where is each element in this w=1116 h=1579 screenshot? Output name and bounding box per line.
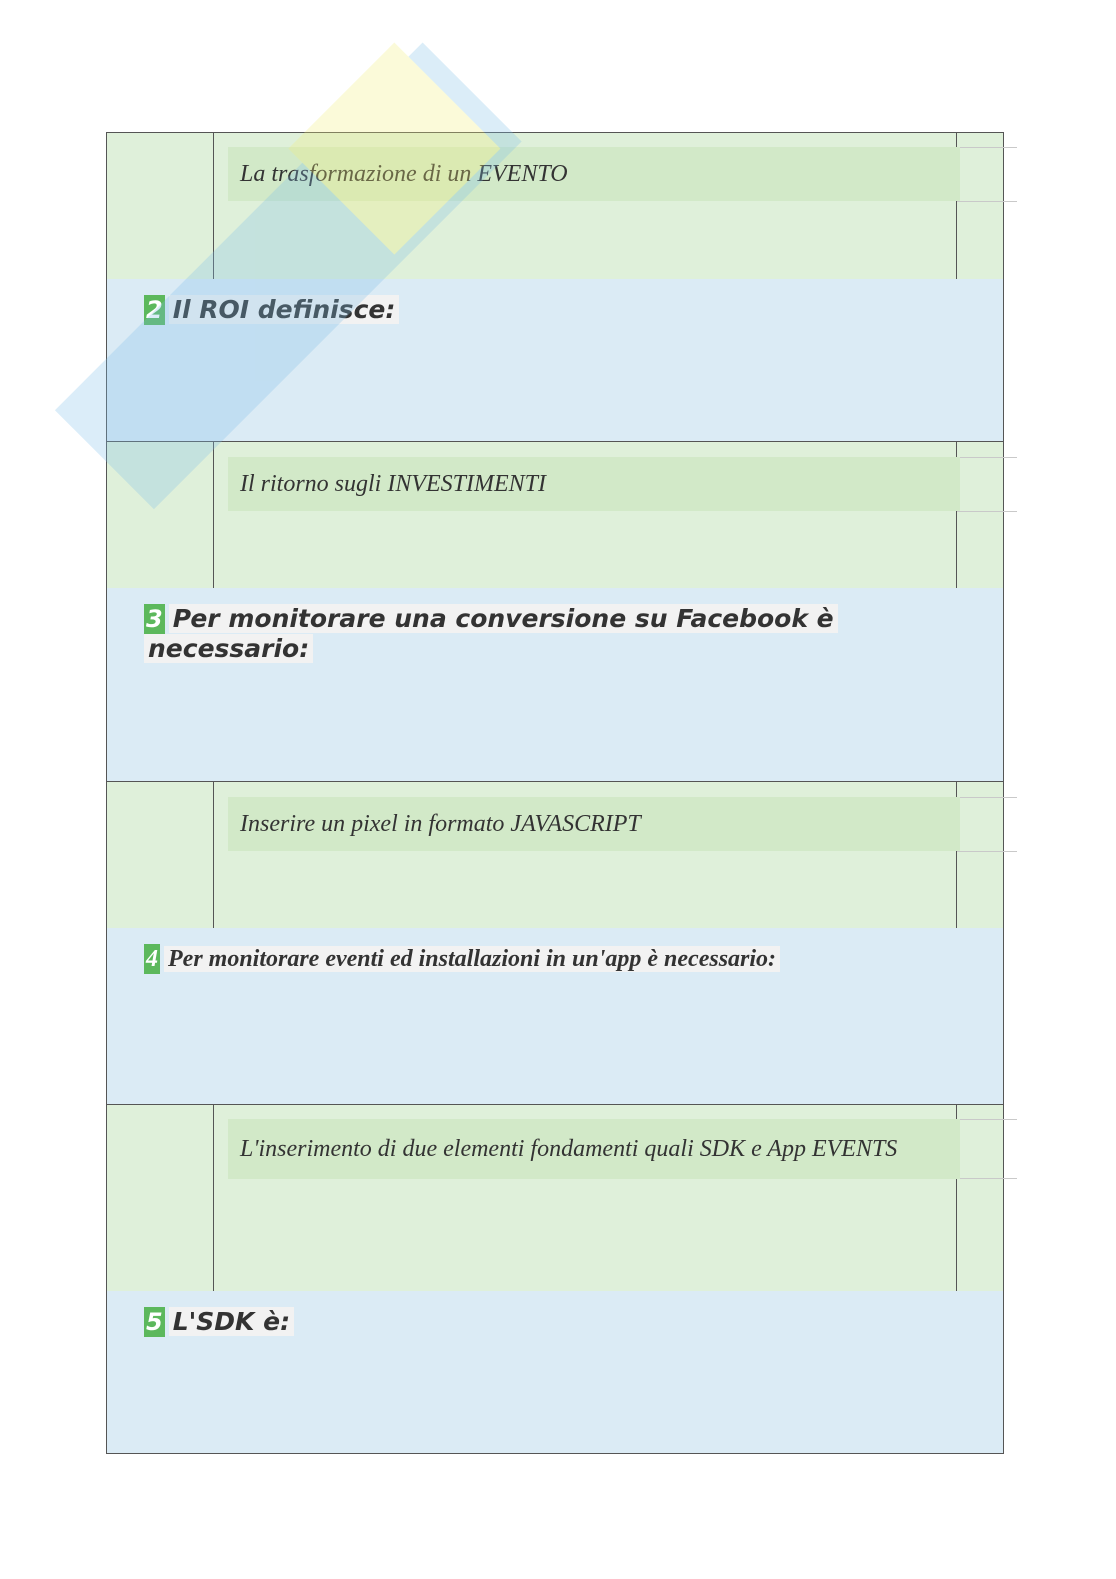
margin-line (957, 851, 1017, 852)
question-heading (144, 1307, 923, 1337)
margin-line (957, 1178, 1017, 1179)
answer-block-1 (106, 132, 1004, 279)
column-divider (213, 1105, 214, 1291)
question-block-5 (106, 1291, 1004, 1454)
answer-block-2 (106, 442, 1004, 588)
question-text: Per monitorare una conversione su Facebook è necessario: (144, 604, 838, 663)
margin-line (957, 1119, 1017, 1120)
question-number-badge: 5 (146, 1308, 163, 1336)
question-block-4 (106, 928, 1004, 1104)
question-number-badge: 2 (146, 296, 163, 324)
margin-line (957, 201, 1017, 202)
question-block-3 (106, 588, 1004, 781)
margin-line (957, 511, 1017, 512)
answer-block-3 (106, 782, 1004, 928)
column-divider (213, 442, 214, 588)
answer-text: Il ritorno sugli INVESTIMENTI (228, 457, 960, 511)
question-text: Il ROI definisce: (169, 295, 400, 324)
question-number-badge: 3 (146, 605, 163, 633)
column-divider (213, 132, 214, 279)
margin-line (957, 457, 1017, 458)
question-block-2 (106, 279, 1004, 441)
column-divider (213, 782, 214, 928)
question-text: Per monitorare eventi ed installazioni in un'app è necessario: (164, 946, 780, 972)
answer-text: La trasformazione di un EVENTO (228, 147, 960, 201)
margin-line (957, 147, 1017, 148)
question-text: L'SDK è: (169, 1307, 294, 1336)
question-heading (144, 944, 923, 974)
answer-text: L'inserimento di due elementi fondamenti quali SDK e App EVENTS (228, 1119, 960, 1179)
answer-block-4 (106, 1105, 1004, 1291)
answer-text: Inserire un pixel in formato JAVASCRIPT (228, 797, 960, 851)
question-heading (144, 604, 923, 664)
question-number-badge: 4 (146, 946, 158, 972)
margin-line (957, 797, 1017, 798)
question-heading (144, 295, 923, 325)
table-border (106, 132, 1004, 133)
